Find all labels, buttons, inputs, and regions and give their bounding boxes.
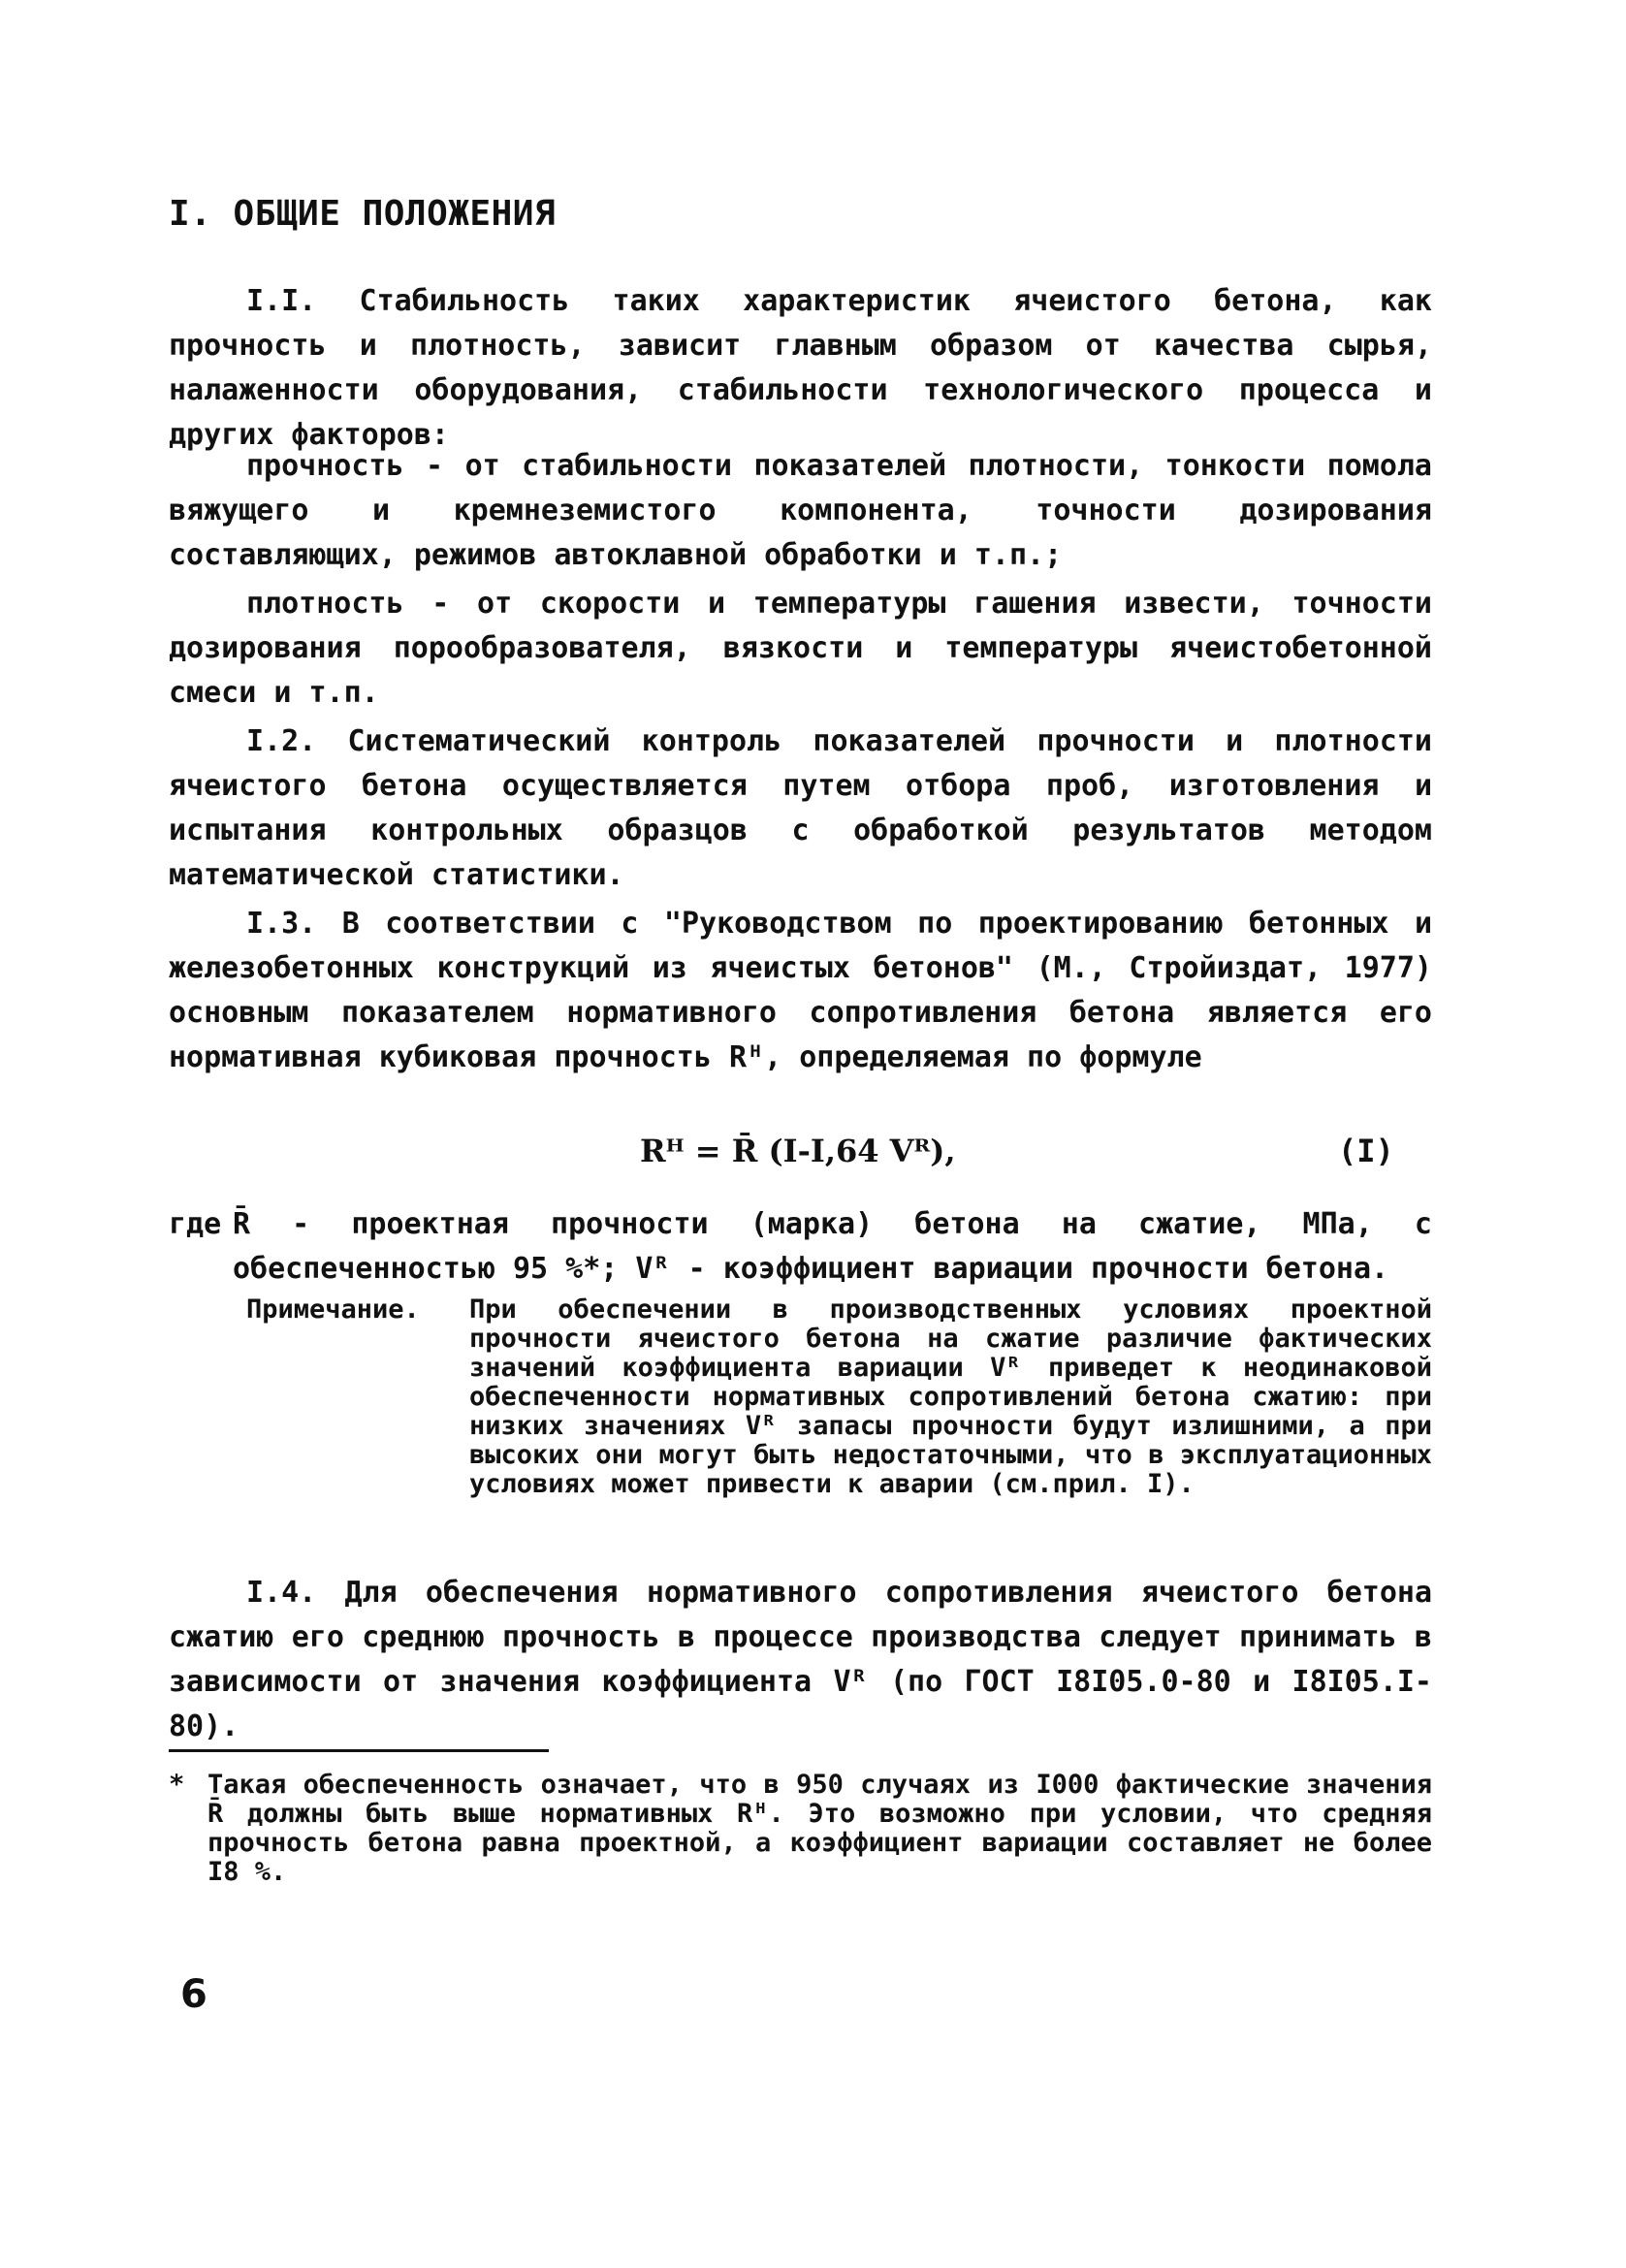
paragraph-1-2: I.2. Систематический контроль показателей прочности и плотности ячеистого бетона осуществляется путем отбора проб, изготовления и испытания контрольных образцов с обработкой результатов методом математической статистики. [169,724,1432,892]
where-label: где [169,1207,222,1241]
page-number: 6 [180,1972,207,2017]
formula-number: (I) [1338,1133,1394,1169]
footnote-divider [169,1749,549,1752]
paragraph-1-1: I.I. Стабильность таких характеристик ячеистого бетона, как прочность и плотность, зависит главным образом от качества сырья, налаженности оборудования, стабильности технологического процесса и других факторов: [169,284,1432,452]
section-heading: I. ОБЩИЕ ПОЛОЖЕНИЯ [169,194,557,234]
paragraph-1-4: I.4. Для обеспечения нормативного сопротивления ячеистого бетона сжатию его среднюю прочность в процессе производства следует принимать в зависимости от значения коэффициента Vᴿ (по ГОСТ I8I05.0-80 и I8I05.I-80). [169,1576,1432,1743]
formula-expression: Rᴴ = R̄ (I-I,64 Vᴿ), [640,1133,956,1169]
paragraph-1-3: I.3. В соответствии с "Руководством по проектированию бетонных и железобетонных конструкций из ячеистых бетонов" (М., Стройиздат, 1977) основным показателем нормативного сопротивления бетона является его нормативная кубиковая прочность Rᴴ, определяемая по формуле [169,907,1432,1074]
paragraph-strength-factors: прочность - от стабильности показателей плотности, тонкости помола вяжущего и кремнеземистого компонента, точности дозирования составляющих, режимов автоклавной обработки и т.п.; [169,449,1432,572]
note-label: Примечание. [246,1294,420,1325]
footnote-mark: * [169,1770,185,1800]
footnote-text: Такая обеспеченность означает, что в 950 случаях из I000 фактические значения R̄ должны быть выше нормативных Rᴴ. Это возможно при условии, что средняя прочность бетона равна проектной, а коэффициент вариации составляет не более I8 %. [207,1770,1432,1887]
note-text: При обеспечении в производственных условиях проектной прочности ячеистого бетона на сжатие различие фактических значений коэффициента вариации Vᴿ приведет к неодинаковой обеспеченности нормативных сопротивлений бетона сжатию: при низких значениях Vᴿ запасы прочности будут излишними, а при высоких они могут быть недостаточными, что в эксплуатационных условиях может привести к аварии (см.прил. I). [469,1294,1432,1499]
paragraph-density-factors: плотность - от скорости и температуры гашения извести, точности дозирования порообразователя, вязкости и температуры ячеистобетонной смеси и т.п. [169,587,1432,710]
where-text: R̄ - проектная прочности (марка) бетона на сжатие, МПа, с обеспеченностью 95 %*; Vᴿ - коэффициент вариации прочности бетона. [233,1207,1432,1286]
formula [640,1133,1396,1169]
